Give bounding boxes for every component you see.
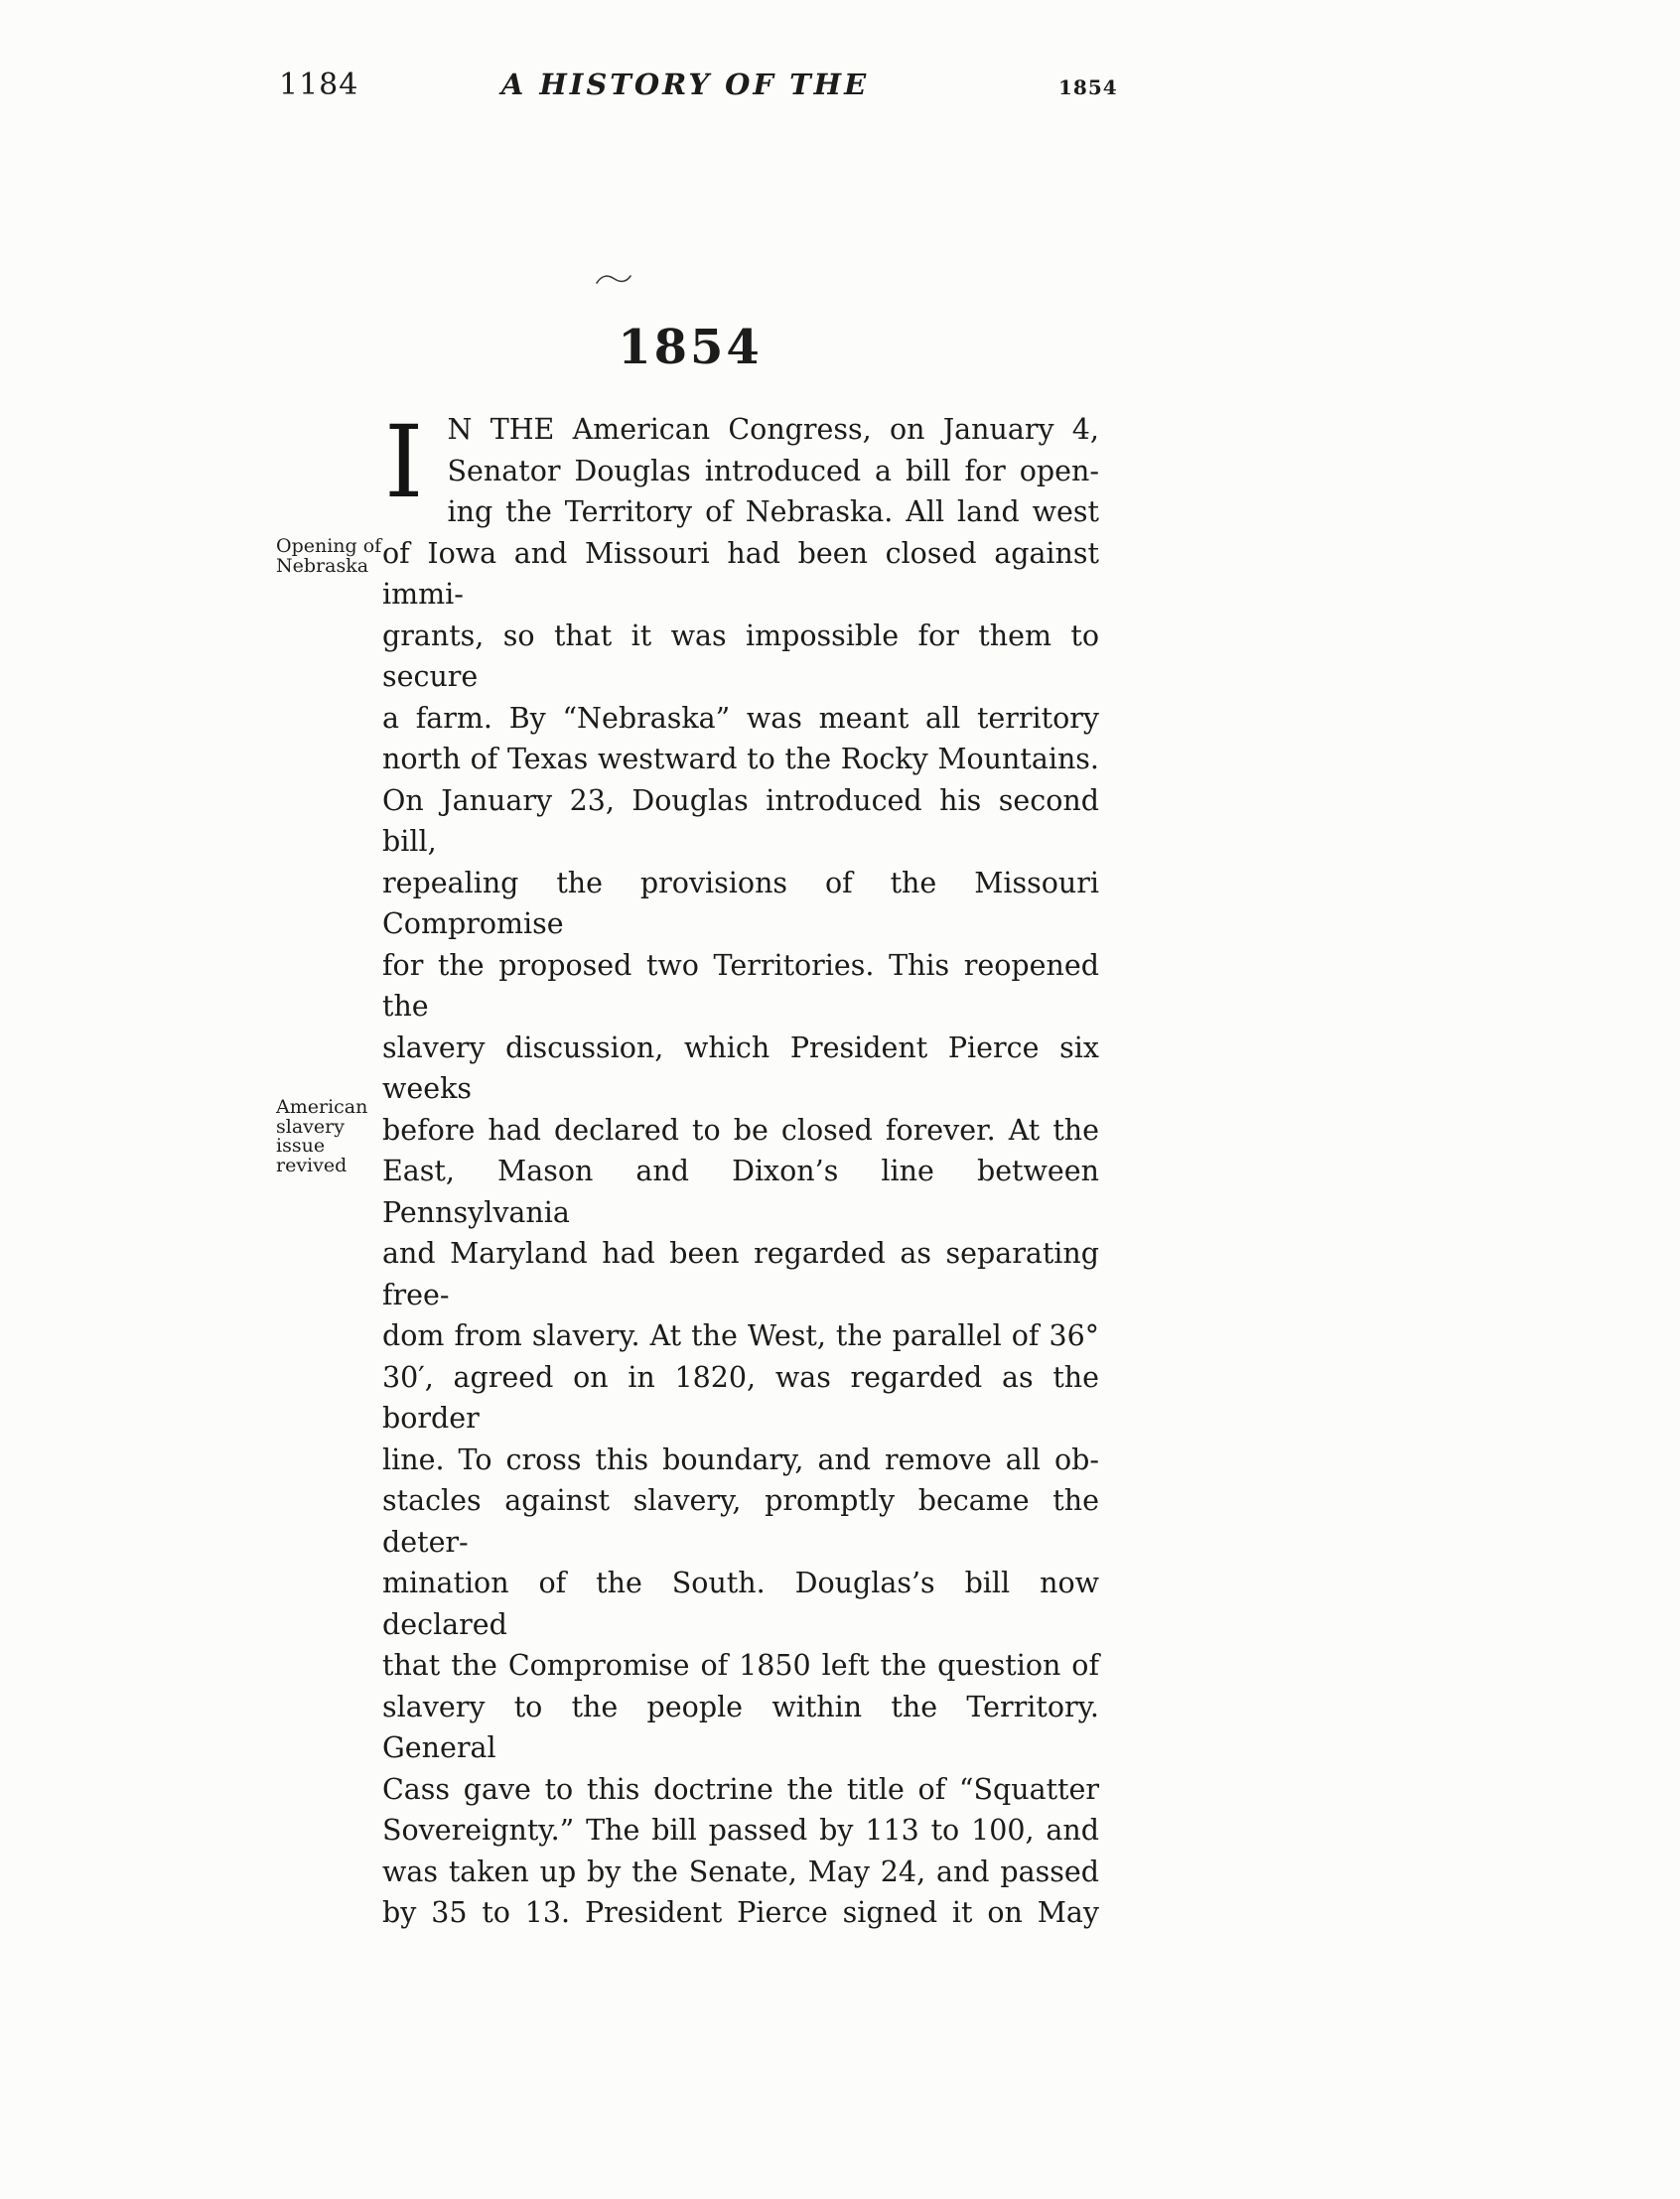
text-line: Cass gave to this doctrine the title of “Squatter	[382, 1772, 1099, 1806]
text-line: for the proposed two Territories. This reopened the	[382, 948, 1099, 1023]
body-text	[382, 404, 1099, 1934]
text-line: Senator Douglas introduced a bill for open-	[447, 454, 1099, 487]
margin-note-line: issue	[276, 1135, 326, 1157]
text-line: and Maryland had been regarded as separating free-	[382, 1237, 1099, 1311]
text-line: north of Texas westward to the Rocky Mountains.	[382, 743, 1099, 775]
margin-note-line: slavery	[276, 1115, 345, 1138]
margin-note-line: American	[276, 1096, 368, 1118]
text-line: that the Compromise of 1850 left the question of	[382, 1649, 1099, 1682]
text-line: of Iowa and Missouri had been closed against immi-	[382, 536, 1099, 611]
text-line: East, Mason and Dixon’s line between Pennsylvania	[382, 1155, 1099, 1229]
text-line: line. To cross this boundary, and remove all ob-	[382, 1443, 1099, 1476]
text-line: slavery discussion, which President Pierce six weeks	[382, 1031, 1099, 1105]
text-line: 30′, agreed on in 1820, was regarded as the border	[382, 1360, 1099, 1435]
text-line: a farm. By “Nebraska” was meant all territory	[382, 701, 1099, 735]
margin-note-line: revived	[276, 1154, 348, 1176]
squiggle-ornament	[594, 270, 633, 288]
text-line: repealing the provisions of the Missouri Compromise	[382, 866, 1099, 940]
text-line: grants, so that it was impossible for them to secure	[382, 618, 1099, 693]
margin-note-american-slavery-issue-revived	[276, 1098, 387, 1175]
text-line: mination of the South. Douglas’s bill now declared	[382, 1567, 1099, 1641]
margin-note-line: Nebraska	[276, 554, 369, 577]
text-line: stacles against slavery, promptly became the deter-	[382, 1484, 1099, 1559]
text-line: On January 23, Douglas introduced his second bill,	[382, 783, 1099, 858]
text-line: N THE American Congress, on January 4,	[447, 413, 1099, 446]
text-line: by 35 to 13. President Pierce signed it on May	[382, 1896, 1099, 1929]
drop-cap: I	[384, 404, 424, 520]
text-line: slavery to the people within the Territory. General	[382, 1690, 1099, 1764]
text-line: dom from slavery. At the West, the parallel of 36°	[382, 1319, 1099, 1352]
text-line: before had declared to be closed forever. At the	[382, 1113, 1099, 1147]
page-number: 1184	[279, 68, 359, 102]
margin-note-opening-of-nebraska	[276, 537, 387, 576]
header-year: 1854	[1058, 75, 1118, 99]
text-line: Sovereignty.” The bill passed by 113 to 100, and	[382, 1814, 1099, 1847]
margin-note-line: Opening of	[276, 535, 382, 557]
squiggle-icon	[594, 270, 633, 288]
chapter-heading: 1854	[618, 320, 763, 375]
text-line: ing the Territory of Nebraska. All land west	[447, 495, 1099, 528]
running-title: A HISTORY OF THE	[500, 68, 870, 101]
text-line: was taken up by the Senate, May 24, and passed	[382, 1855, 1099, 1888]
